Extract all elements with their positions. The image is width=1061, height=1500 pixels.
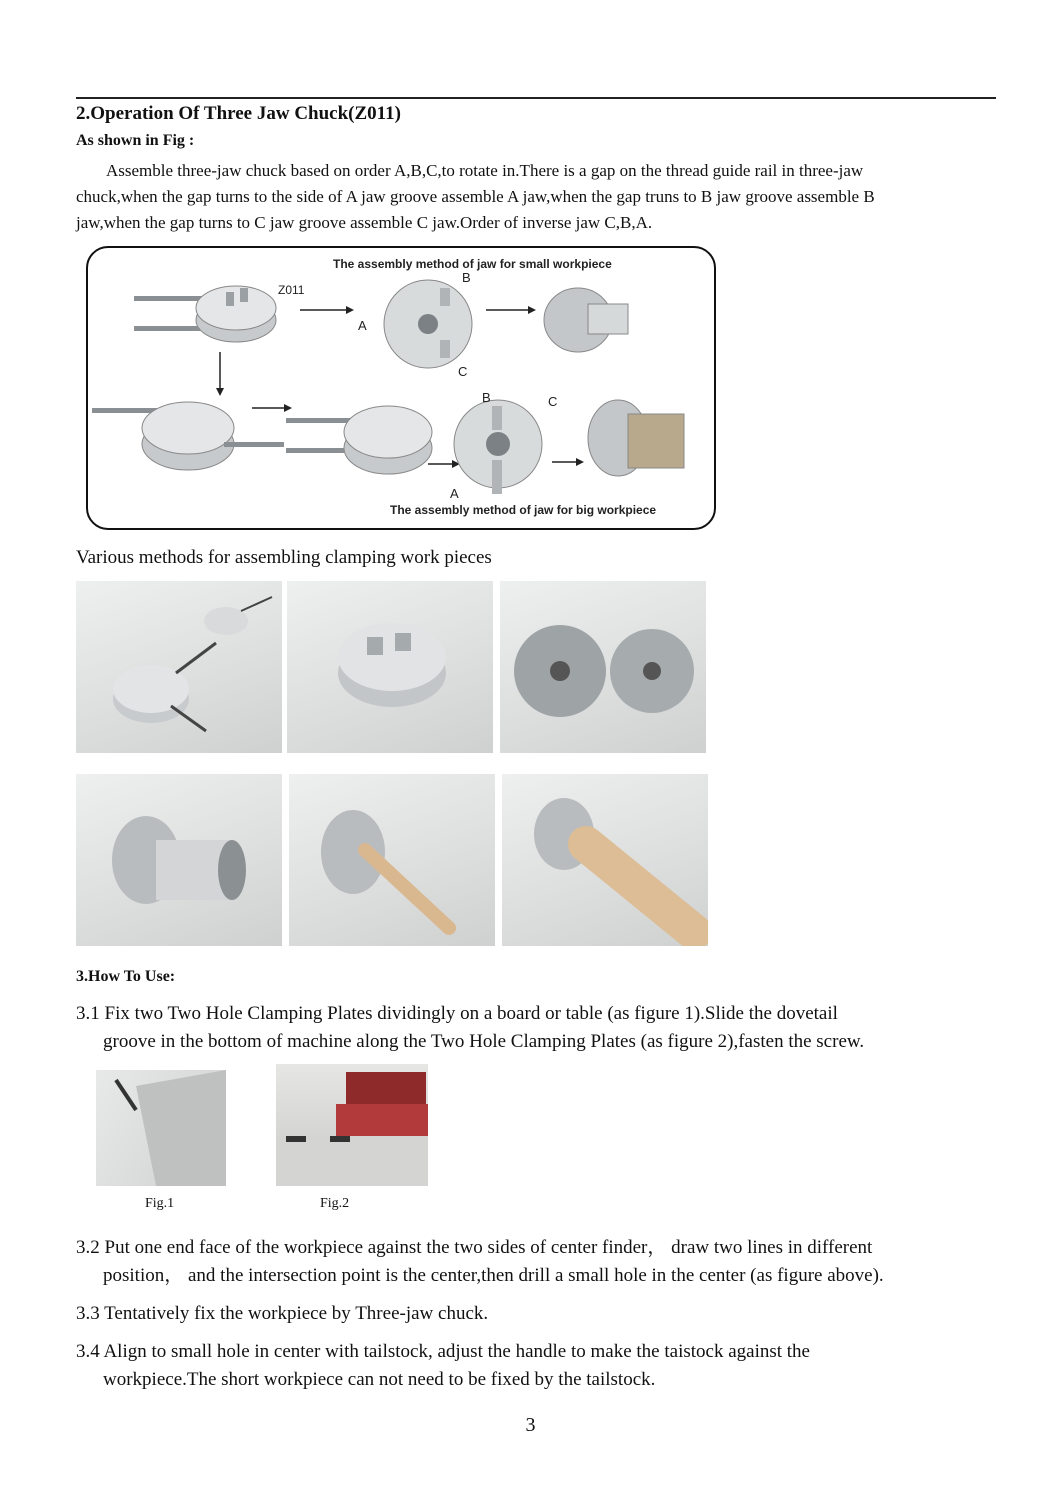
section-2-paragraph: [76, 158, 1006, 236]
photo-chuck-jaws: [287, 581, 493, 753]
jaw-label-b-2: B: [482, 390, 491, 405]
step-3-4: [76, 1338, 1016, 1394]
fig-2-photo: [276, 1064, 428, 1186]
step-line: 3.4 Align to small hole in center with tailstock, adjust the handle to make the taistock against the: [76, 1341, 810, 1362]
chuck-face-1: [384, 280, 472, 368]
step-3-3: 3.3 Tentatively fix the workpiece by Three-jaw chuck.: [76, 1303, 489, 1324]
section-2-subtitle: As shown in Fig :: [76, 132, 195, 149]
photo-chuck-with-wood-handle: [502, 774, 708, 946]
diagram-top-caption: The assembly method of jaw for small workpiece: [333, 257, 612, 271]
paragraph-line: chuck,when the gap turns to the side of A jaw groove assemble A jaw,when the gap truns to B jaw groove assemble B: [76, 187, 875, 206]
chuck-face-2: [454, 400, 542, 494]
arrow-head-icon: [528, 306, 536, 314]
photo-chuck-with-tube: [76, 774, 282, 946]
step-line: workpiece.The short workpiece can not need to be fixed by the tailstock.: [103, 1369, 656, 1390]
step-line: groove in the bottom of machine along the Two Hole Clamping Plates (as figure 2),fasten the screw.: [103, 1031, 865, 1052]
paragraph-line: jaw,when the gap turns to C jaw groove assemble C jaw.Order of inverse jaw C,B,A.: [76, 213, 653, 232]
diagram-model-label: Z011: [278, 283, 305, 297]
jaw-label-c-2: C: [548, 394, 558, 409]
step-line: 3.1 Fix two Two Hole Clamping Plates dividingly on a board or table (as figure 1).Slide the dovetail: [76, 1003, 838, 1024]
various-methods-caption: Various methods for assembling clamping work pieces: [76, 547, 492, 568]
fig-1-photo: [96, 1070, 226, 1186]
section-3-title: 3.How To Use:: [76, 968, 176, 985]
page-number: 3: [525, 1414, 536, 1436]
jaw-label-c: C: [458, 364, 468, 379]
paragraph-line: Assemble three-jaw chuck based on order A,B,C,to rotate in.There is a gap on the thread guide rail in three-jaw: [106, 161, 864, 180]
arrow-head-icon: [576, 458, 584, 466]
chuck-with-rods-3: [286, 406, 432, 474]
arrow-head-icon: [216, 388, 224, 396]
chuck-with-rods-2: [92, 402, 284, 470]
arrow-head-icon: [346, 306, 354, 314]
photo-chuck-with-dowel: [289, 774, 495, 946]
assembled-chuck-2: [588, 400, 684, 476]
arrow-head-icon: [284, 404, 292, 412]
step-3-1: [76, 1000, 1016, 1056]
photo-chuck-with-rods: [76, 581, 282, 753]
fig-1-label: Fig.1: [145, 1196, 175, 1211]
jaw-label-a: A: [358, 318, 367, 333]
diagram-bottom-caption: The assembly method of jaw for big workpiece: [390, 503, 657, 517]
photo-two-chucks-front: [500, 581, 706, 753]
jaw-assembly-diagram: [86, 246, 716, 530]
section-2-title: 2.Operation Of Three Jaw Chuck(Z011): [76, 103, 401, 124]
jaw-label-b: B: [462, 270, 471, 285]
step-3-2: [76, 1234, 1036, 1290]
fig-2-label: Fig.2: [320, 1196, 350, 1211]
step-line: 3.2 Put one end face of the workpiece against the two sides of center finder， draw two lines in different: [76, 1237, 873, 1258]
assembled-chuck-1: [544, 288, 628, 352]
jaw-label-a-2: A: [450, 486, 459, 501]
chuck-with-rods-1: [134, 286, 276, 342]
step-line: position， and the intersection point is the center,then drill a small hole in the center (as figure above).: [103, 1265, 884, 1286]
header-rule: [76, 97, 996, 99]
